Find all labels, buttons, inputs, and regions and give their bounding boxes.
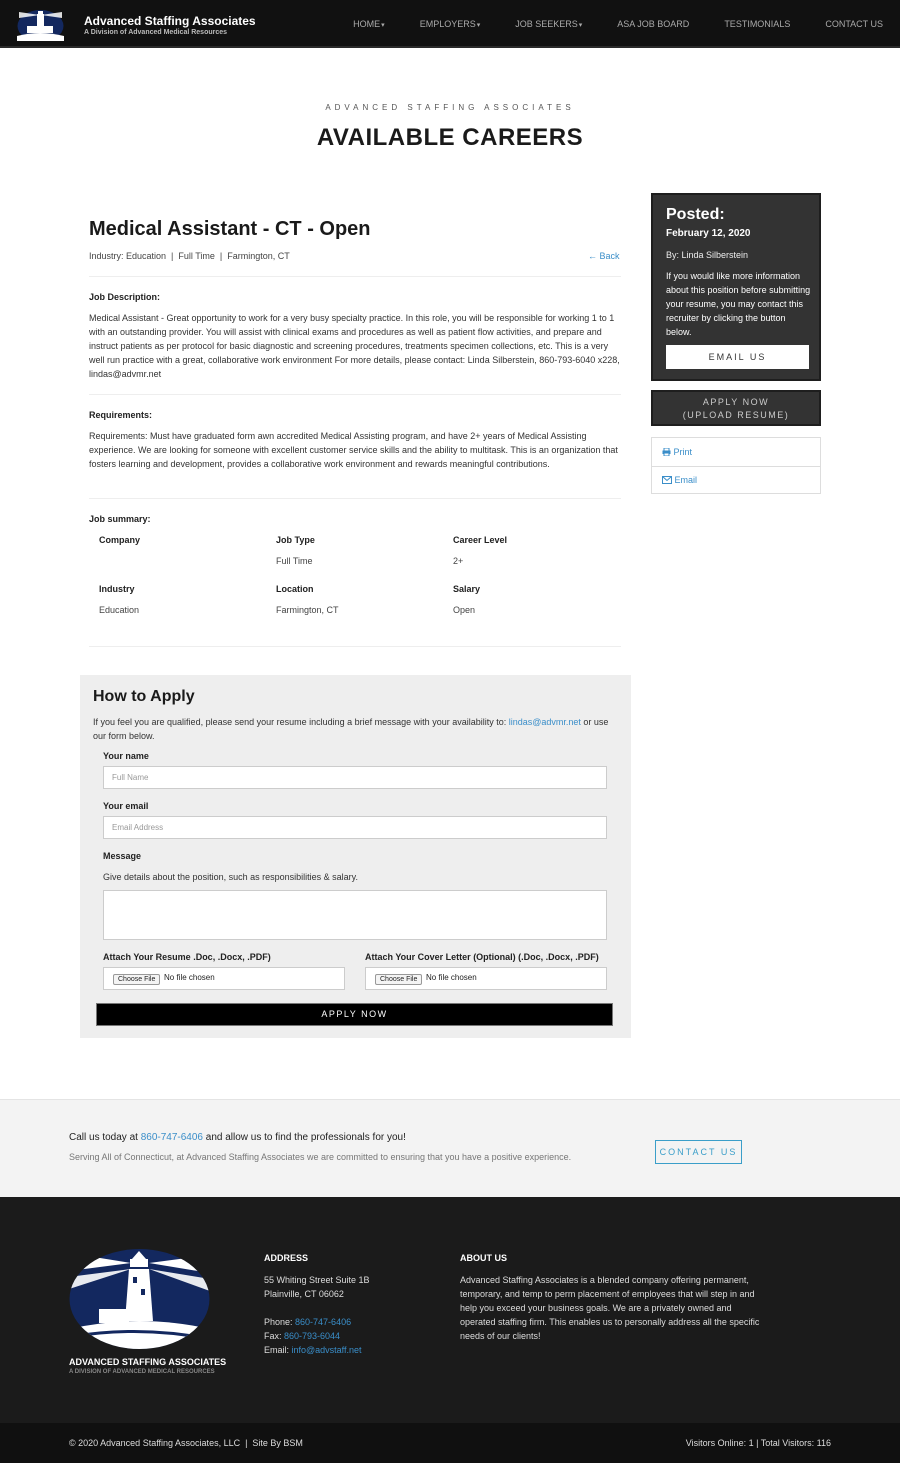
how-to-apply-panel (80, 675, 631, 1038)
address-line-2: Plainville, CT 06062 (264, 1289, 344, 1299)
menu-employers[interactable] (420, 19, 481, 29)
top-navbar (0, 0, 900, 48)
divider (89, 394, 621, 395)
phone-label: Phone: (264, 1317, 296, 1327)
footer (0, 1197, 900, 1423)
summary-label: Job summary: (89, 514, 151, 524)
address-line-1: 55 Whiting Street Suite 1B (264, 1275, 370, 1285)
caret-down-icon: ▾ (476, 22, 481, 29)
apply-title: How to Apply (93, 688, 195, 705)
print-icon (662, 448, 671, 456)
bottom-bar (0, 1423, 900, 1463)
menu-job-seekers-label: JOB SEEKERS (515, 19, 578, 29)
menu-testimonials-label: TESTIMONIALS (724, 19, 791, 29)
email-label: Email (674, 475, 698, 485)
message-textarea[interactable] (103, 890, 607, 940)
about-heading: ABOUT US (460, 1253, 507, 1263)
brand-tagline: A Division of Advanced Medical Resources (84, 29, 228, 36)
menu-job-seekers[interactable] (515, 19, 582, 29)
apply-upload-button[interactable] (651, 390, 821, 426)
job-location: Farmington, CT (227, 251, 290, 261)
footer-phone (264, 1315, 351, 1329)
email-input[interactable] (103, 816, 607, 839)
cover-letter-file-input[interactable] (365, 967, 607, 990)
address-heading: ADDRESS (264, 1253, 309, 1263)
share-panel (651, 437, 821, 494)
cover-file-status: No file chosen (426, 973, 477, 982)
email-label-footer: Email: (264, 1345, 292, 1355)
message-help: Give details about the position, such as responsibilities & salary. (103, 872, 358, 882)
lighthouse-logo-icon (69, 1249, 210, 1349)
cta-text-end: and allow us to find the professionals for you! (203, 1132, 406, 1143)
menu-home[interactable] (353, 19, 385, 29)
footer-fax (264, 1329, 340, 1343)
summary-jobtype-value: Full Time (276, 556, 313, 566)
cta-strip (0, 1099, 900, 1197)
menu-employers-label: EMPLOYERS (419, 19, 476, 29)
job-meta (89, 251, 290, 261)
fax-label: Fax: (264, 1331, 285, 1341)
name-input[interactable] (103, 766, 607, 789)
posted-date: February 12, 2020 (666, 228, 751, 239)
resume-file-input[interactable] (103, 967, 345, 990)
summary-industry-label: Industry (99, 584, 135, 594)
footer-fax-link[interactable]: 860-793-6044 (284, 1331, 341, 1341)
recruiter-note: If you would like more information about this position before submitting your resume, you may contact this recruiter by clicking the button below. (666, 271, 811, 337)
apply-intro-text: If you feel you are qualified, please send your resume including a brief message with your availability to: (93, 717, 509, 727)
menu-contact-us[interactable] (825, 19, 883, 29)
menu-home-label: HOME (353, 19, 381, 29)
summary-salary-value: Open (453, 605, 476, 615)
summary-location-value: Farmington, CT (276, 605, 339, 615)
email-link[interactable] (662, 475, 697, 485)
email-us-button[interactable]: EMAIL US (666, 345, 809, 369)
job-industry: Industry: Education (89, 251, 167, 261)
cover-letter-label: Attach Your Cover Letter (Optional) (.Doc, .Docx, .PDF) (365, 952, 599, 962)
summary-jobtype-label: Job Type (276, 535, 315, 545)
brand-name[interactable]: Advanced Staffing Associates (84, 14, 256, 28)
resume-choose-file-button[interactable]: Choose File (113, 974, 160, 985)
message-label: Message (103, 851, 142, 861)
apply-email-link[interactable]: lindas@advmr.net (508, 717, 581, 727)
page-eyebrow: ADVANCED STAFFING ASSOCIATES (325, 103, 575, 112)
cover-choose-file-button[interactable]: Choose File (375, 974, 422, 985)
apply-now-submit-button[interactable]: APPLY NOW (96, 1003, 613, 1026)
divider (89, 498, 621, 499)
footer-brand-sub: A DIVISION OF ADVANCED MEDICAL RESOURCES (69, 1369, 215, 1375)
description-label: Job Description: (89, 292, 161, 302)
footer-brand: ADVANCED STAFFING ASSOCIATES (69, 1357, 227, 1367)
footer-email (264, 1343, 362, 1357)
lighthouse-logo-icon[interactable] (17, 8, 64, 41)
print-label: Print (673, 447, 693, 457)
summary-industry-value: Education (99, 605, 140, 615)
summary-company-label: Company (99, 535, 141, 545)
summary-career-label: Career Level (453, 535, 508, 545)
summary-location-label: Location (276, 584, 314, 594)
divider (89, 276, 621, 277)
menu-testimonials[interactable] (724, 19, 790, 29)
posted-by: By: Linda Silberstein (666, 250, 749, 260)
copyright: © 2020 Advanced Staffing Associates, LLC | Site By BSM (69, 1438, 303, 1448)
cta-phone-link[interactable]: 860-747-6406 (140, 1132, 203, 1143)
divider (652, 466, 820, 467)
name-label: Your name (103, 751, 149, 761)
job-title: Medical Assistant - CT - Open (89, 218, 371, 240)
resume-file-status: No file chosen (164, 973, 215, 982)
caret-down-icon: ▾ (578, 22, 583, 29)
page-title: AVAILABLE CAREERS (316, 124, 584, 151)
footer-email-link[interactable]: info@advstaff.net (291, 1345, 362, 1355)
main-menu (318, 19, 883, 29)
envelope-icon (662, 476, 672, 484)
email-field-label: Your email (103, 801, 149, 811)
meta-separator: | (171, 251, 174, 261)
apply-intro-text-end: or use our form below. (93, 717, 609, 741)
apply-upload-line2: (UPLOAD RESUME) (682, 410, 790, 420)
menu-job-board[interactable] (617, 19, 689, 29)
print-link[interactable] (662, 447, 692, 457)
posted-panel (651, 193, 821, 381)
meta-separator: | (219, 251, 223, 261)
divider (89, 646, 621, 647)
cta-line (69, 1132, 406, 1143)
visitor-counter: Visitors Online: 1 | Total Visitors: 116 (685, 1438, 831, 1448)
menu-contact-us-label: CONTACT US (825, 19, 883, 29)
caret-down-icon: ▾ (381, 22, 385, 29)
cta-subtext: Serving All of Connecticut, at Advanced Staffing Associates we are committed to ensuring that you have a positive experience. (69, 1152, 572, 1162)
menu-job-board-label: ASA JOB BOARD (617, 19, 690, 29)
resume-label: Attach Your Resume .Doc, .Docx, .PDF) (103, 952, 271, 962)
job-type: Full Time (178, 251, 215, 261)
summary-career-value: 2+ (453, 556, 464, 566)
requirements-text: Requirements: Must have graduated form awn accredited Medical Assisting program, and have 2+ years of Medical Assisting experience. We are looking for someone with excellent customer service skills and the ability to multitask. This is an organization that fosters learning and development, provides a collaborative work environment and rewards meaningful contributions. (89, 431, 618, 469)
cta-text: Call us today at (69, 1132, 141, 1143)
contact-us-button[interactable]: CONTACT US (655, 1140, 742, 1164)
requirements-label: Requirements: (89, 410, 153, 420)
apply-intro (93, 715, 618, 743)
back-link[interactable]: ← Back (588, 251, 620, 261)
apply-upload-line1: APPLY NOW (702, 397, 770, 407)
posted-label: Posted: (666, 206, 725, 223)
summary-salary-label: Salary (453, 584, 481, 594)
footer-phone-link[interactable]: 860-747-6406 (295, 1317, 352, 1327)
about-text: Advanced Staffing Associates is a blended company offering permanent, temporary, and temp to perm placement of employees that will step in and help you exceed your business goals. We are a privately owned and operated staffing firm. This enables us to personally address all the specific needs of our clients! (460, 1275, 760, 1341)
description-text: Medical Assistant - Great opportunity to work for a very busy specialty practice. In this role, you will be responsible for working 1 to 1 with an outstanding provider. You will assist with clinical exams and procedures as well as patient flow activities, and prepare and instruct patients as per protocol for basic diagnostic and screening procedures, treatments specimen collections, etc. This is a very well run practice with a great, collaborative work environment For more details, please contact: Linda Silberstein, 860-793-6040 x228, lindas@advmr.net (89, 313, 620, 379)
